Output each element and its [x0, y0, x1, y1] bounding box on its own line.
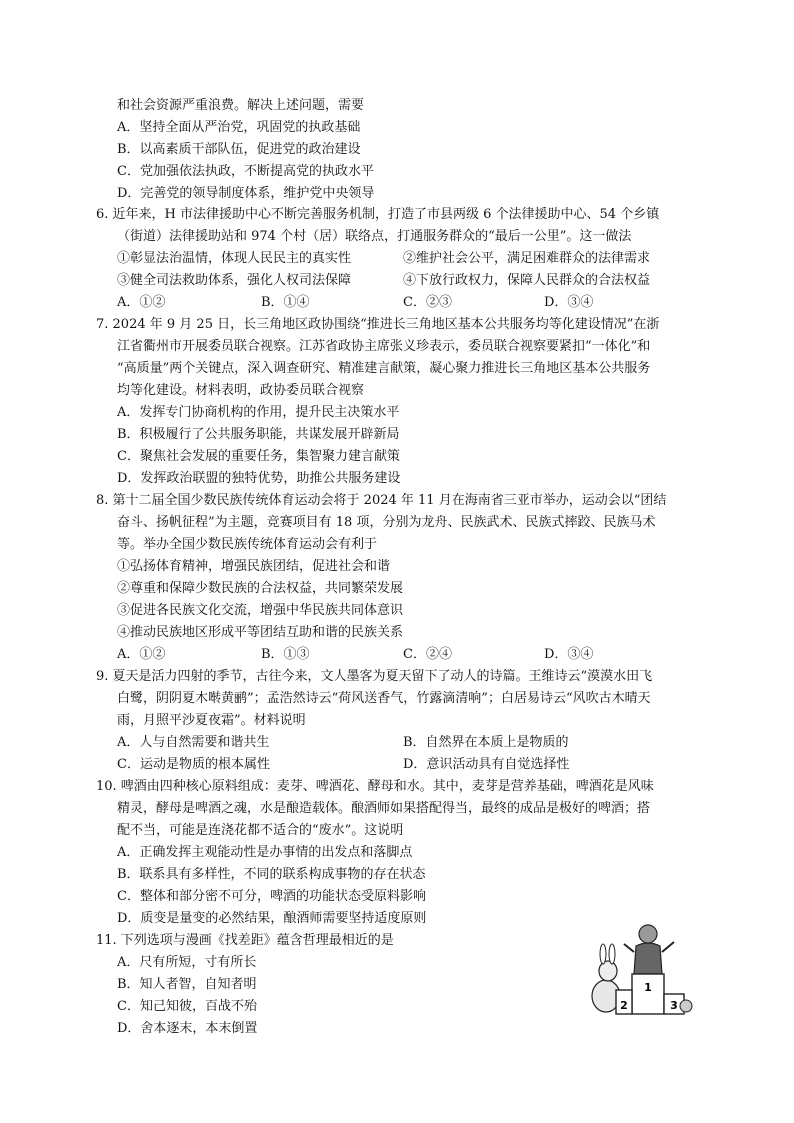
figure-head	[639, 925, 657, 943]
q8-statement-2: ②尊重和保障少数民族的合法权益，共同繁荣发展	[117, 581, 404, 596]
q7-stem-line-1: 7. 2024 年 9 月 25 日，长三角地区政协围绕“推进长三角地区基本公共服务均等化建设情况”在浙	[96, 317, 660, 332]
q8-option-a: A．①②	[117, 647, 166, 662]
q9-stem-line-1: 9. 夏天是活力四射的季节，古往今来，文人墨客为夏天留下了动人的诗篇。王维诗云“漠漠水田飞	[96, 669, 653, 684]
q8-statement-3: ③促进各民族文化交流，增强中华民族共同体意识	[117, 603, 404, 618]
q5-stem-tail: 和社会资源严重浪费。解决上述问题，需要	[117, 98, 365, 113]
q9-option-a: A．人与自然需要和谐共生	[117, 735, 270, 750]
q6-stem-line-2: （街道）法律援助站和 974 个村（居）联络点，打通服务群众的“最后一公里”。这一做法	[117, 229, 632, 244]
q6-statement-1: ①彰显法治温情，体现人民民主的真实性	[117, 251, 352, 266]
q9-option-b: B．自然界在本质上是物质的	[403, 735, 569, 750]
q7-stem-line-2: 江省衢州市开展委员联合视察。江苏省政协主席张义珍表示，委员联合视察要紧扣“一体化”和	[117, 339, 651, 354]
q6-option-a: A．①②	[117, 295, 166, 310]
rabbit-ear-left	[600, 944, 606, 964]
q10-stem-line-1: 10. 啤酒由四种核心原料组成：麦芽、啤酒花、酵母和水。其中，麦芽是营养基础，啤酒花是风味	[96, 779, 654, 794]
podium-label-3: 3	[670, 999, 678, 1012]
figure-body	[634, 943, 662, 974]
q9-stem-line-2: 白鹭，阴阴夏木啭黄鹂”；孟浩然诗云“荷风送香气，竹露滴清响”；白居易诗云“风吹古木晴天	[117, 691, 651, 706]
q5-option-b: B．以高素质干部队伍，促进党的政治建设	[117, 142, 361, 157]
podium-label-2: 2	[620, 999, 628, 1012]
q6-stem-line-1: 6. 近年来，H 市法律援助中心不断完善服务机制，打造了市县两级 6 个法律援助中心、54 个乡镇	[96, 207, 660, 222]
q5-option-c: C．党加强依法执政，不断提高党的执政水平	[117, 164, 374, 179]
q7-stem-line-4: 均等化建设。材料表明，政协委员联合视察	[117, 383, 365, 398]
q10-option-c: C．整体和部分密不可分，啤酒的功能状态受原料影响	[117, 889, 426, 904]
q10-stem-line-2: 精灵，酵母是啤酒之魂，水是酿造载体。酿酒师如果搭配得当，最终的成品是极好的啤酒；搭	[117, 801, 651, 816]
q9-option-d: D．意识活动具有自觉选择性	[403, 757, 570, 772]
q5-option-a: A．坚持全面从严治党，巩固党的执政基础	[117, 120, 361, 135]
q11-option-c: C．知己知彼，百战不殆	[117, 999, 257, 1014]
q8-stem-line-3: 等。举办全国少数民族传统体育运动会有利于	[117, 537, 378, 552]
q6-option-d: D．③④	[544, 295, 594, 310]
podium-label-1: 1	[644, 981, 652, 994]
q8-stem-line-2: 奋斗、扬帆征程”为主题，竞赛项目有 18 项，分别为龙舟、民族武术、民族式摔跤、民族马术	[117, 515, 656, 530]
q10-option-b: B．联系具有多样性，不同的联系构成事物的存在状态	[117, 867, 426, 882]
q11-stem: 11. 下列选项与漫画《找差距》蕴含哲理最相近的是	[96, 933, 394, 948]
q9-stem-line-3: 雨，月照平沙夏夜霜”。材料说明	[117, 713, 306, 728]
cartoon-podium-illustration	[586, 916, 696, 1018]
q7-option-b: B．积极履行了公共服务职能，共谋发展开辟新局	[117, 427, 400, 442]
q10-option-a: A．正确发挥主观能动性是办事情的出发点和落脚点	[117, 845, 413, 860]
small-animal	[680, 1000, 692, 1012]
q7-stem-line-3: “高质量”两个关键点，深入调查研究、精准建言献策，凝心聚力推进长三角地区基本公共服务	[117, 361, 651, 376]
q9-option-c: C．运动是物质的根本属性	[117, 757, 270, 772]
q8-option-b: B．①③	[261, 647, 310, 662]
q8-option-d: D．③④	[544, 647, 594, 662]
q10-stem-line-3: 配不当，可能是连浇花都不适合的“废水”。这说明	[117, 823, 404, 838]
q7-option-c: C．聚焦社会发展的重要任务，集智聚力建言献策	[117, 449, 400, 464]
podium-first	[632, 974, 664, 1014]
q6-option-b: B．①④	[261, 295, 310, 310]
q8-stem-line-1: 8. 第十二届全国少数民族传统体育运动会将于 2024 年 11 月在海南省三亚市举办，运动会以“团结	[96, 493, 667, 508]
q10-option-d: D．质变是量变的必然结果，酿酒师需要坚持适度原则	[117, 911, 427, 926]
q7-option-a: A．发挥专门协商机构的作用，提升民主决策水平	[117, 405, 400, 420]
q6-option-c: C．②③	[403, 295, 452, 310]
q5-option-d: D．完善党的领导制度体系，维护党中央领导	[117, 186, 375, 201]
q6-statement-2: ②维护社会公平，满足困难群众的法律需求	[403, 251, 651, 266]
q11-option-a: A．尺有所短，寸有所长	[117, 955, 257, 970]
q6-statement-3: ③健全司法救助体系，强化人权司法保障	[117, 273, 352, 288]
q8-statement-1: ①弘扬体育精神，增强民族团结，促进社会和谐	[117, 559, 391, 574]
q8-option-c: C．②④	[403, 647, 452, 662]
q11-option-d: D．舍本逐末，本末倒置	[117, 1021, 258, 1036]
q7-option-d: D．发挥政治联盟的独特优势，助推公共服务建设	[117, 471, 401, 486]
q11-option-b: B．知人者智，自知者明	[117, 977, 257, 992]
q6-statement-4: ④下放行政权力，保障人民群众的合法权益	[403, 273, 651, 288]
q8-statement-4: ④推动民族地区形成平等团结互助和谐的民族关系	[117, 625, 404, 640]
rabbit-ear-right	[609, 944, 615, 964]
